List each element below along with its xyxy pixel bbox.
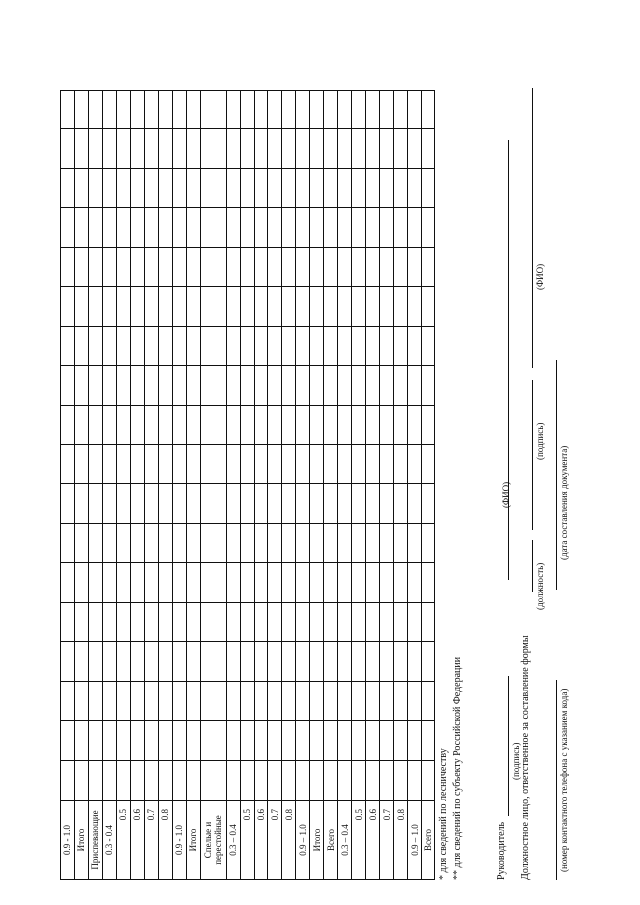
official-position-caption: (должность) (535, 562, 545, 610)
date-line (556, 360, 557, 590)
head-signature-caption: (подпись) (511, 742, 521, 780)
row-label: 0.8 (159, 800, 172, 880)
official-position-line (532, 540, 533, 592)
official-label: Должностное лицо, ответственное за составление формы (520, 635, 531, 880)
row-label: Всего (422, 800, 434, 880)
head-fio-caption: (ФИО) (501, 481, 511, 508)
row-label: 0.9 – 1.0 (408, 800, 421, 880)
row-label: 0.3 – 0.4 (338, 800, 351, 880)
phone-caption: (номер контактного телефона с указанием кода) (559, 688, 569, 872)
row-label: Спелые и перестойные (201, 800, 226, 880)
row-label: 0.7 (268, 800, 281, 880)
row-label: 0.8 (282, 800, 295, 880)
row-label: Итого (310, 800, 323, 880)
head-fio-line (508, 140, 509, 580)
row-label: 0.7 (380, 800, 393, 880)
row-label: 0.6 (255, 800, 268, 880)
row-label: Итого (75, 800, 88, 880)
footnote-forestry: * для сведений по лесничеству (438, 748, 449, 880)
row-label: 0.6 (131, 800, 144, 880)
row-label: Всего (324, 800, 337, 880)
row-label: 0.9 - 1.0 (61, 800, 74, 880)
row-label: 0.9 - 1.0 (173, 800, 186, 880)
head-signature-line (508, 676, 509, 816)
row-label: 0.3 - 0.4 (103, 800, 116, 880)
row-label: 0.6 (366, 800, 379, 880)
row-label: 0.8 (394, 800, 407, 880)
row-label: 0.5 (117, 800, 130, 880)
official-fio-caption: (ФИО) (535, 263, 545, 290)
phone-line (556, 680, 557, 880)
official-signature-caption: (подпись) (535, 422, 545, 460)
row-label: 0.7 (145, 800, 158, 880)
official-fio-line (532, 88, 533, 368)
row-label: 0.5 (241, 800, 254, 880)
head-title: Руководитель (496, 821, 507, 880)
row-label: 0.5 (352, 800, 365, 880)
row-label: 0.3 – 0.4 (227, 800, 240, 880)
row-label: 0.9 – 1.0 (296, 800, 309, 880)
date-caption: (дата составления документа) (559, 445, 569, 560)
footnote-subject: ** для сведений по субъекту Российской Федерации (452, 656, 463, 880)
row-label: Приспевающие (89, 800, 102, 880)
official-signature-line (532, 380, 533, 530)
row-label: Итого (187, 800, 200, 880)
